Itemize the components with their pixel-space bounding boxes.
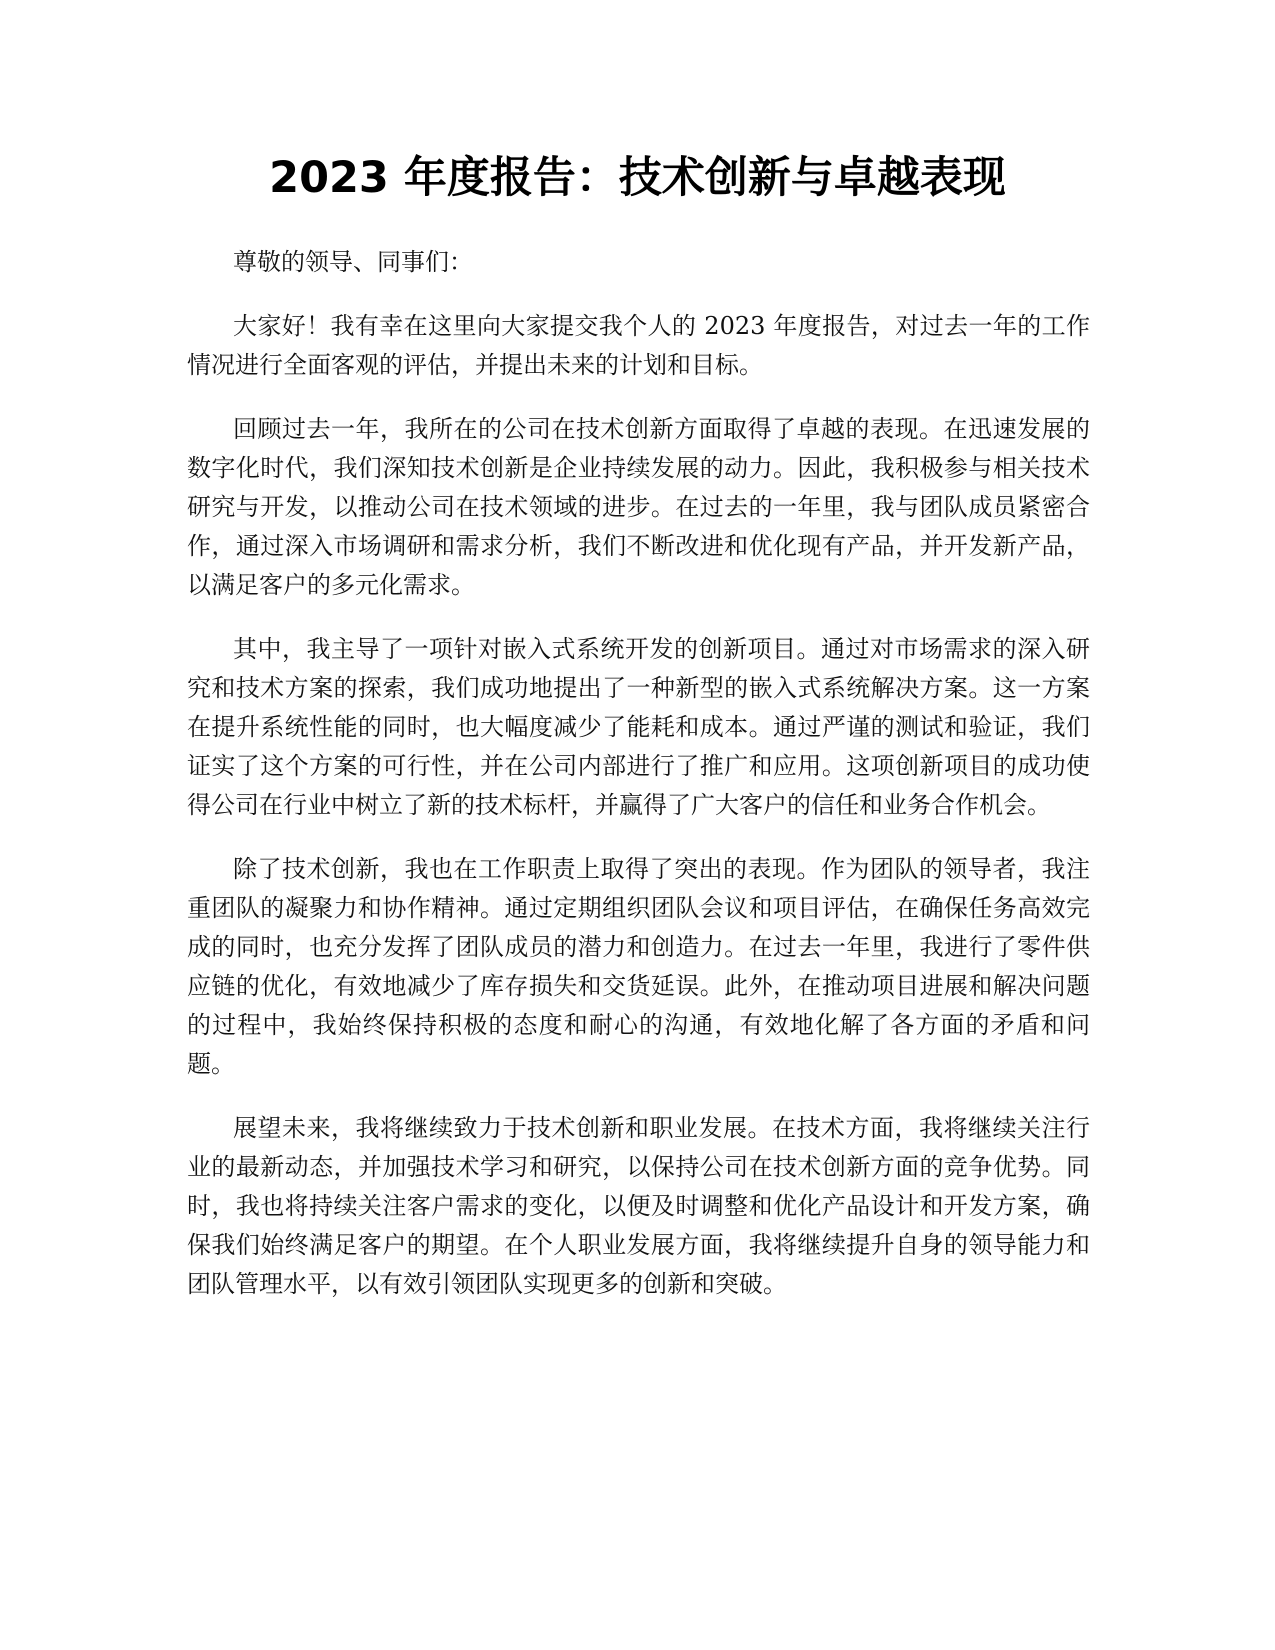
outlook-paragraph: 展望未来，我将继续致力于技术创新和职业发展。在技术方面，我将继续关注行业的最新动态，并加强技术学习和研究，以保持公司在技术创新方面的竞争优势。同时，我也将持续关注客户需求的变化，以便及时调整和优化产品设计和开发方案，确保我们始终满足客户的期望。在个人职业发展方面，我将继续提升自身的领导能力和团队管理水平，以有效引领团队实现更多的创新和突破。: [187, 1114, 1090, 1298]
intro-paragraph: 大家好！我有幸在这里向大家提交我个人的 2023 年度报告，对过去一年的工作情况进行全面客观的评估，并提出未来的计划和目标。: [187, 312, 1090, 379]
project-paragraph: 其中，我主导了一项针对嵌入式系统开发的创新项目。通过对市场需求的深入研究和技术方案的探索，我们成功地提出了一种新型的嵌入式系统解决方案。这一方案在提升系统性能的同时，也大幅度减少了能耗和成本。通过严谨的测试和验证，我们证实了这个方案的可行性，并在公司内部进行了推广和应用。这项创新项目的成功使得公司在行业中树立了新的技术标杆，并赢得了广大客户的信任和业务合作机会。: [187, 635, 1090, 819]
duties-paragraph: 除了技术创新，我也在工作职责上取得了突出的表现。作为团队的领导者，我注重团队的凝聚力和协作精神。通过定期组织团队会议和项目评估，在确保任务高效完成的同时，也充分发挥了团队成员的潜力和创造力。在过去一年里，我进行了零件供应链的优化，有效地减少了库存损失和交货延误。此外，在推动项目进展和解决问题的过程中，我始终保持积极的态度和耐心的沟通，有效地化解了各方面的矛盾和问题。: [187, 855, 1090, 1078]
review-paragraph: 回顾过去一年，我所在的公司在技术创新方面取得了卓越的表现。在迅速发展的数字化时代，我们深知技术创新是企业持续发展的动力。因此，我积极参与相关技术研究与开发，以推动公司在技术领域的进步。在过去的一年里，我与团队成员紧密合作，通过深入市场调研和需求分析，我们不断改进和优化现有产品，并开发新产品，以满足客户的多元化需求。: [187, 415, 1090, 599]
salutation-paragraph: 尊敬的领导、同事们：: [233, 248, 473, 276]
document-body: [187, 243, 1090, 1329]
document-title: 2023 年度报告：技术创新与卓越表现: [269, 153, 1006, 203]
